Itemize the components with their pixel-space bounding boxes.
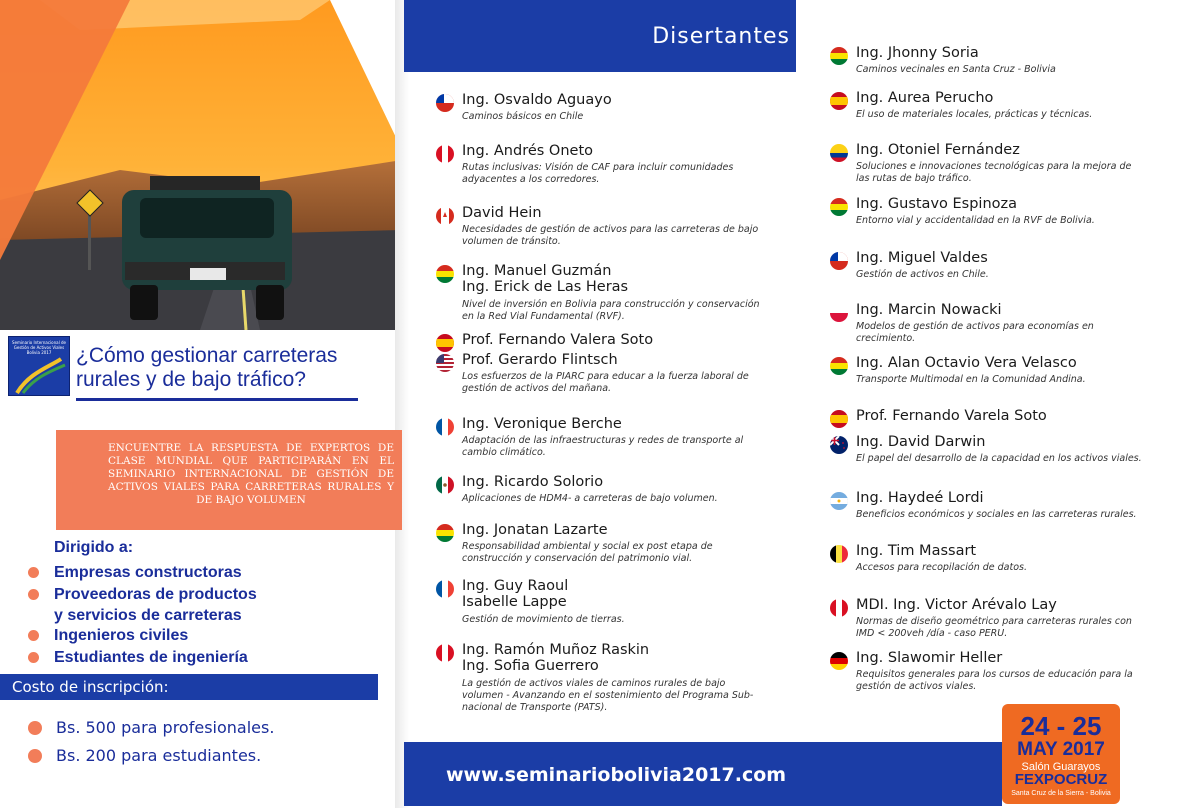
bullet-icon [28, 630, 39, 641]
page-fold [395, 0, 409, 808]
headline-underline [76, 398, 358, 401]
cost-title: Costo de inscripción: [12, 678, 169, 696]
event-city: Santa Cruz de la Sierra - Bolivia [1011, 790, 1111, 797]
speaker-entry [830, 302, 1150, 362]
speaker-entry [830, 434, 1150, 494]
bolivia-flag-icon [830, 47, 848, 65]
bullet-icon [28, 652, 39, 663]
event-venue-room: Salón Guarayos [1021, 761, 1101, 773]
talk-description: Aplicaciones de HDM4- a carreteras de bajo volumen. [462, 493, 718, 504]
speaker-name: Ing. Manuel Guzmán [462, 263, 612, 279]
talk-description: Normas de diseño geométrico para carreteras rurales con IMD < 200veh /día - caso PERU. [856, 616, 1132, 639]
speaker-name: Ing. Jonatan Lazarte [462, 522, 608, 538]
talk-description: Requisitos generales para los cursos de educación para la gestión de activos viales. [856, 669, 1133, 692]
speaker-name: Ing. Tim Massart [856, 543, 977, 559]
bullet-icon [28, 589, 39, 600]
talk-description: Accesos para recopilación de datos. [856, 562, 1028, 573]
promo-box [56, 430, 402, 530]
speaker-name-secondary: Ing. Sofia Guerrero [462, 658, 599, 674]
speaker-name: Ing. Jhonny Soria [856, 45, 979, 61]
website-link[interactable]: www.seminariobolivia2017.com [446, 764, 787, 786]
speaker-entry [830, 250, 1150, 310]
talk-description: El papel del desarrollo de la capacidad en los activos viales. [856, 453, 1142, 464]
speaker-name: Ing. Guy Raoul [462, 578, 569, 594]
bolivia-flag-icon [436, 524, 454, 542]
peru-flag-icon [436, 644, 454, 662]
speaker-name: Ing. Ricardo Solorio [462, 474, 604, 490]
headline-question: ¿Cómo gestionar carreteras rurales y de bajo tráfico? [76, 344, 338, 391]
speaker-entry [830, 543, 1150, 603]
audience-title: Dirigido a: [54, 539, 134, 556]
speaker-name: Ing. Andrés Oneto [462, 143, 594, 159]
bullet-icon [28, 567, 39, 578]
talk-description: Los esfuerzos de la PIARC para educar a la fuerza laboral de gestión de activos del mañana. [462, 371, 749, 394]
speaker-entry [830, 90, 1150, 150]
talk-description: Nivel de inversión en Bolivia para construcción y conservación en la Red Vial Fundamental (RVF). [462, 299, 760, 322]
spain-flag-icon [830, 92, 848, 110]
event-venue: FEXPOCRUZ [1014, 771, 1108, 788]
seminar-logo [8, 336, 70, 396]
talk-description: Gestión de activos en Chile. [856, 269, 989, 280]
speaker-name: Ing. Aurea Perucho [856, 90, 994, 106]
colombia-flag-icon [830, 144, 848, 162]
speaker-entry [436, 578, 766, 638]
talk-description: Necesidades de gestión de activos para las carreteras de bajo volumen de tránsito. [462, 224, 759, 247]
speaker-entry [436, 522, 766, 582]
argentina-flag-icon [830, 492, 848, 510]
france-flag-icon [436, 580, 454, 598]
chile-flag-icon [436, 94, 454, 112]
speaker-name: Prof. Fernando Varela Soto [856, 408, 1047, 424]
speaker-entry [436, 416, 766, 476]
bolivia-flag-icon [830, 198, 848, 216]
speaker-name: Ing. Alan Octavio Vera Velasco [856, 355, 1077, 371]
date-badge [1002, 704, 1120, 804]
speaker-entry [436, 263, 766, 323]
speaker-entry [830, 196, 1150, 256]
speaker-entry [830, 355, 1150, 415]
talk-description: Gestión de movimiento de tierras. [462, 614, 625, 625]
speaker-name: Prof. Gerardo Flintsch [462, 352, 618, 368]
usa-flag-icon [436, 354, 454, 372]
talk-description: Modelos de gestión de activos para economías en crecimiento. [856, 321, 1094, 344]
speaker-name: MDI. Ing. Victor Arévalo Lay [856, 597, 1057, 613]
speakers-header [404, 0, 796, 72]
speaker-entry [436, 642, 766, 713]
speaker-entry [436, 205, 766, 265]
talk-description: Responsabilidad ambiental y social ex post etapa de construcción y conservación del patrimonio vial. [462, 541, 713, 564]
speaker-name: David Hein [462, 205, 542, 221]
talk-description: Adaptación de las infraestructuras y redes de transporte al cambio climático. [462, 435, 744, 458]
talk-description: El uso de materiales locales, prácticas y técnicas. [856, 109, 1093, 120]
speaker-name: Ing. Ramón Muñoz Raskin [462, 642, 650, 658]
canada-flag-icon [436, 207, 454, 225]
logo-text: Seminario Internacional de Gestión de Activos Viales Bolivia 2017 [12, 340, 66, 355]
cost-header [0, 674, 378, 700]
newzealand-flag-icon [830, 436, 848, 454]
website-bar [404, 742, 1002, 806]
event-month: MAY 2017 [1017, 739, 1105, 760]
talk-description: Caminos básicos en Chile [462, 111, 584, 122]
speaker-name: Ing. Osvaldo Aguayo [462, 92, 612, 108]
talk-description: Caminos vecinales en Santa Cruz - Bolivia [856, 64, 1056, 75]
hero-road-image [0, 0, 402, 330]
belgium-flag-icon [830, 545, 848, 563]
speaker-name: Ing. Veronique Berche [462, 416, 622, 432]
speaker-entry [830, 142, 1150, 202]
speaker-name: Ing. Slawomir Heller [856, 650, 1003, 666]
talk-description: Rutas inclusivas: Visión de CAF para incluir comunidades adyacentes a los corredores. [462, 162, 734, 185]
event-days: 24 - 25 [1020, 711, 1102, 741]
speaker-name: Ing. Marcin Nowacki [856, 302, 1002, 318]
france-flag-icon [436, 418, 454, 436]
poland-flag-icon [830, 304, 848, 322]
speaker-name: Ing. Otoniel Fernández [856, 142, 1020, 158]
bullet-icon [28, 749, 42, 763]
talk-description: Entorno vial y accidentalidad en la RVF de Bolivia. [856, 215, 1095, 226]
promo-text: ENCUENTRE LA RESPUESTA DE EXPERTOS DE CLASE MUNDIAL QUE PARTICIPARÁN EN EL SEMINARIO INTERNACIONAL DE GESTIÓN DE ACTIVOS VIALES PARA CARRETERAS RURALES Y DE BAJO VOLUMEN [108, 442, 394, 506]
bolivia-flag-icon [830, 357, 848, 375]
speaker-name: Ing. Haydeé Lordi [856, 490, 984, 506]
germany-flag-icon [830, 652, 848, 670]
speaker-name: Prof. Fernando Valera Soto [462, 332, 654, 348]
talk-description: La gestión de activos viales de caminos rurales de bajo volumen - Avanzando en el sostenimiento del Programa Sub-nacional de Transporte (PATS). [462, 678, 754, 713]
speaker-name-secondary: Ing. Erick de Las Heras [462, 279, 629, 295]
bolivia-flag-icon [436, 265, 454, 283]
talk-description: Transporte Multimodal en la Comunidad Andina. [856, 374, 1086, 385]
talk-description: Beneficios económicos y sociales en las carreteras rurales. [856, 509, 1137, 520]
chile-flag-icon [830, 252, 848, 270]
spain-flag-icon [436, 334, 454, 352]
speakers-header-title: Disertantes [652, 24, 790, 49]
speaker-entry [436, 143, 766, 203]
speaker-entry [830, 490, 1150, 550]
peru-flag-icon [436, 145, 454, 163]
bullet-icon [28, 721, 42, 735]
speaker-name: Ing. Gustavo Espinoza [856, 196, 1018, 212]
speaker-entry [436, 352, 766, 412]
talk-description: Soluciones e innovaciones tecnológicas para la mejora de las rutas de bajo tráfico. [856, 161, 1132, 184]
peru-flag-icon [830, 599, 848, 617]
speaker-name: Ing. David Darwin [856, 434, 986, 450]
speaker-name: Ing. Miguel Valdes [856, 250, 988, 266]
speaker-entry [830, 597, 1150, 657]
spain-flag-icon [830, 410, 848, 428]
mexico-flag-icon [436, 476, 454, 494]
speaker-name-secondary: Isabelle Lappe [462, 594, 567, 610]
speaker-entry [830, 650, 1150, 710]
